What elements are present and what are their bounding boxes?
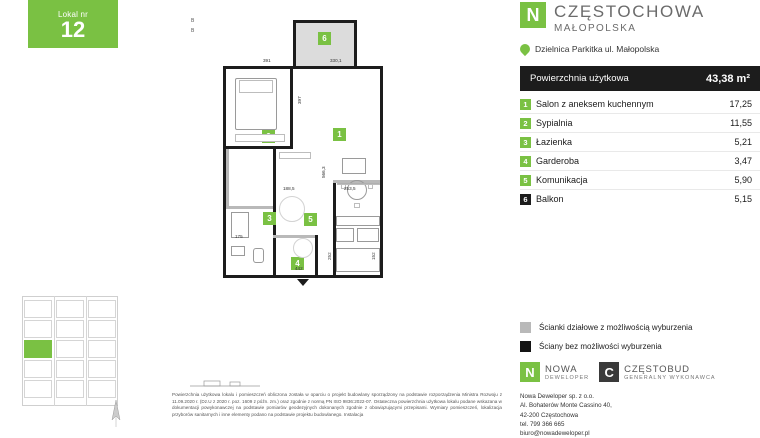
minimap-divider-2: [86, 296, 87, 406]
kitchen-hob: [357, 228, 379, 242]
room-area-3: 5,21: [714, 133, 760, 152]
legend-swatch-structural: [520, 341, 531, 352]
plan-room-chip-4: 4: [291, 257, 304, 270]
minimap-cell: [24, 300, 52, 318]
door-swing-arc-2: [293, 238, 313, 258]
room-chip-5: 5: [520, 175, 531, 186]
room-area-6: 5,15: [714, 190, 760, 209]
interior-wall-bedroom-bottom: [226, 146, 290, 149]
hall-cabinet: [279, 152, 311, 159]
chair-furniture-3: [354, 203, 360, 208]
brand-title: CZĘSTOCHOWA: [554, 2, 705, 21]
plan-room-chip-1: 1: [333, 128, 346, 141]
table-row: [520, 190, 760, 209]
partition-wall-hall-left: [226, 149, 229, 209]
unit-number-badge: [28, 0, 118, 48]
minimap-cell: [56, 360, 84, 378]
room-name-4: Garderoba: [536, 152, 714, 171]
minimap-cell: [24, 380, 52, 398]
dimension-391: 391: [263, 58, 271, 63]
room-chip-1: 1: [520, 99, 531, 110]
disclaimer-text: Powierzchnia użytkowa lokalu i pomieszczeń obliczona została w oparciu o projekt budowlany sporządzony na podstawie rozporządzenia Ministra Rozwoju z 11.09.2020 r. (Dz.U z 2020 r. poz. 1609 z późn. zm.) oraz zgodnie z normą PN ISO 9836:2022-07. Ostateczna powierzchnia użytkowa lokalu podane wskazana w dokumentacji powykonawczej na podstawie pomiarów geodezyjnych dokonanych zgodnie z obowiązującymi przepisami. Wymiary pomieszczeń, lokalizacja przyborów sanitarnych i inne elementy podano na podstawie projektu budowlanego. Instalacja: [172, 392, 502, 417]
usable-area-bar: [520, 66, 760, 91]
legend-item: [520, 322, 760, 333]
room-chip-2: 2: [520, 118, 531, 129]
info-panel: [520, 0, 760, 438]
plan-room-chip-3: 3: [263, 212, 276, 225]
unit-badge-label: Lokal nr: [57, 9, 89, 19]
brand-header: [520, 0, 760, 34]
location-row: [520, 44, 760, 54]
interior-wall-wardrobe-right: [315, 235, 318, 275]
dimension-2535: 253,5: [344, 186, 356, 191]
table-row: [520, 171, 760, 190]
minimap-cell: [24, 360, 52, 378]
room-chip-4: 4: [520, 156, 531, 167]
brand-title-group: [554, 2, 705, 34]
site-sketch: [190, 378, 260, 392]
dimension-442: 442: [295, 266, 303, 271]
company-address: Nowa Deweloper sp. z o.o. Al. Bohaterów Monte Cassino 40, 42-200 Częstochowa tel. 799 366 665 biuro@nowadeweloper.pl: [520, 393, 612, 438]
minimap-cell: [56, 380, 84, 398]
minimap-cell: [24, 320, 52, 338]
room-area-4: 3,47: [714, 152, 760, 171]
outer-wall-right: [380, 66, 383, 278]
room-area-5: 5,90: [714, 171, 760, 190]
minimap-cell: [56, 300, 84, 318]
plan-room-chip-6: 6: [318, 32, 331, 45]
dimension-175: 175: [235, 234, 243, 239]
room-name-1: Salon z aneksem kuchennym: [536, 99, 654, 109]
balcony-wall-right: [354, 20, 357, 66]
minimap-divider-1: [54, 296, 55, 406]
rooms-table: [520, 95, 760, 208]
pillow-furniture: [239, 80, 273, 93]
building-minimap: [22, 296, 118, 406]
room-name-3: Łazienka: [536, 133, 714, 152]
dimension-1885: 188,5: [283, 186, 295, 191]
minimap-cell: [88, 380, 116, 398]
table-row: [520, 95, 760, 114]
contractor-logo-line1: CZĘSTOBUD: [624, 363, 690, 375]
developer-logo-text: [545, 364, 589, 381]
outer-wall-top: [223, 66, 383, 69]
developer-logo-line1: NOWA: [545, 363, 578, 375]
door-swing-arc-1: [279, 196, 305, 222]
minimap-cell: [88, 340, 116, 358]
table-row: [520, 152, 760, 171]
partition-wall-wardrobe-top: [273, 235, 315, 238]
minimap-cell: [56, 340, 84, 358]
interior-wall-bedroom-right: [290, 69, 293, 149]
minimap-cell-highlighted: [24, 340, 52, 358]
plan-room-chip-5: 5: [304, 213, 317, 226]
location-text: Dzielnica Parkitka ul. Małopolska: [535, 44, 660, 54]
washbasin: [231, 246, 245, 256]
sofa-furniture: [342, 158, 366, 174]
wall-legend: [520, 322, 760, 360]
brand-logo-mark: N: [520, 2, 546, 28]
footer-logos: [520, 362, 760, 382]
developer-logo-mark: N: [520, 362, 540, 382]
room-chip-6: 6: [520, 194, 531, 205]
dimension-252: 252: [327, 252, 332, 260]
floor-plan: [191, 18, 485, 292]
outer-wall-bottom: [223, 275, 383, 278]
room-chip-3: 3: [520, 137, 531, 148]
room-area-1: 17,25: [729, 99, 752, 109]
legend-text-removable: Ścianki działowe z możliwością wyburzenia: [539, 323, 693, 332]
legend-swatch-removable: [520, 322, 531, 333]
legend-text-structural: Ściany bez możliwości wyburzenia: [539, 342, 662, 351]
dimension-397: 397: [297, 96, 302, 104]
brand-subtitle: MAŁOPOLSKA: [554, 23, 637, 34]
legend-item: [520, 341, 760, 352]
dimension-3301: 330,1: [330, 58, 342, 63]
bedroom-wardrobe: [235, 134, 285, 142]
dimension-5663: 566,3: [321, 166, 326, 178]
toilet: [253, 248, 264, 263]
minimap-cell: [88, 300, 116, 318]
minimap-cell: [88, 320, 116, 338]
contractor-logo-line2: GENERALNY WYKONAWCA: [624, 374, 716, 381]
room-area-2: 11,55: [714, 114, 760, 133]
room-name-5: Komunikacja: [536, 171, 714, 190]
partition-wall-bath-top: [226, 206, 276, 209]
compass-icon: [96, 398, 136, 428]
footer-logo-contractor: [599, 362, 715, 382]
minimap-cell: [88, 360, 116, 378]
contractor-logo-text: [624, 364, 715, 381]
usable-area-label: Powierzchnia użytkowa: [530, 73, 629, 84]
edge-letter-b-top: B: [191, 18, 195, 24]
contractor-logo-mark: C: [599, 362, 619, 382]
kitchen-counter: [336, 216, 380, 226]
kitchen-counter-edge: [337, 183, 380, 185]
developer-logo-line2: DEWELOPER: [545, 374, 590, 381]
dimension-152: 152: [371, 252, 376, 260]
usable-area-value: 43,38 m²: [705, 72, 750, 85]
unit-badge-number: 12: [60, 16, 86, 42]
room-name-2: Sypialnia: [536, 114, 714, 133]
edge-letter-b-bottom: B: [191, 28, 195, 34]
entrance-arrow-icon: [297, 279, 309, 286]
minimap-cell: [56, 320, 84, 338]
map-pin-icon: [518, 42, 532, 56]
footer-logo-developer: [520, 362, 589, 382]
table-row: [520, 133, 760, 152]
room-name-6: Balkon: [536, 190, 714, 209]
kitchen-sink: [336, 228, 354, 242]
table-row: [520, 114, 760, 133]
